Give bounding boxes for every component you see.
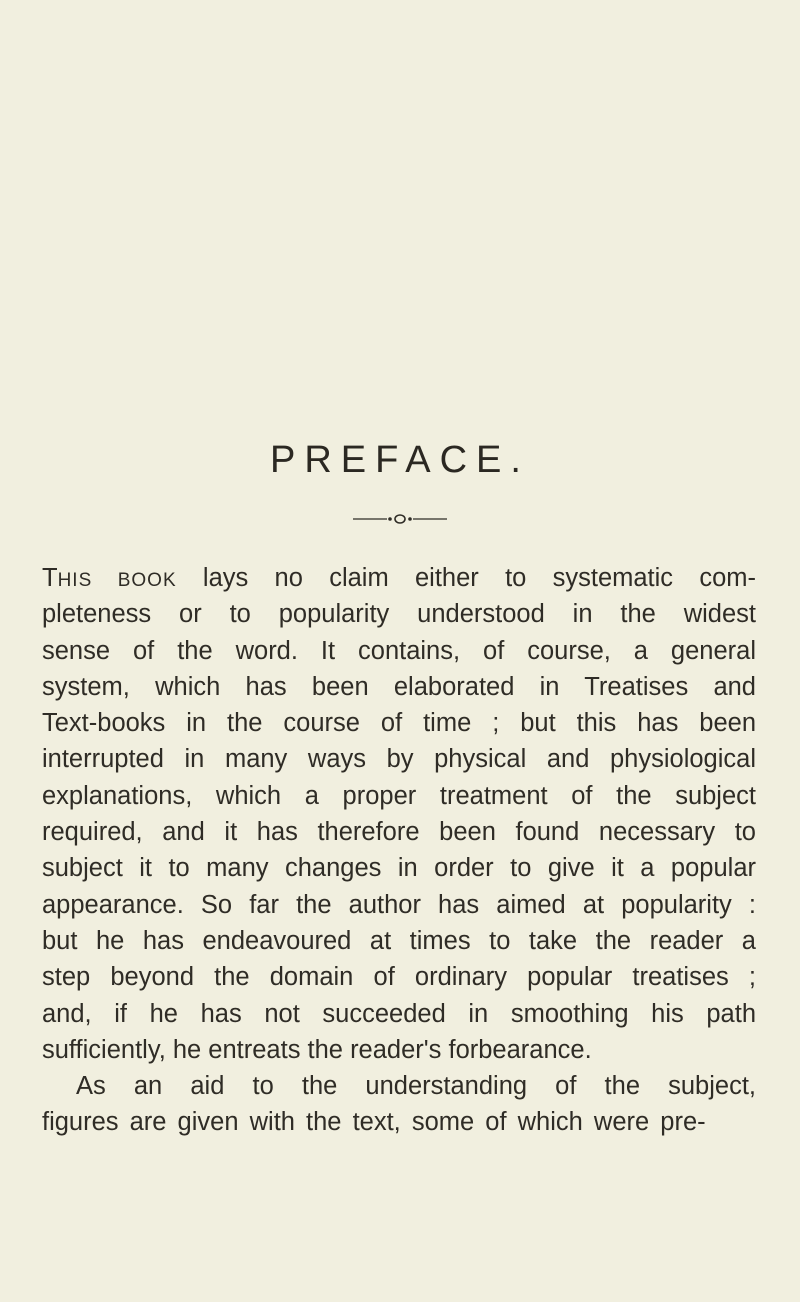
- divider-ornament-icon: [353, 511, 447, 527]
- text-line: Text-books in the course of time ; but this has been: [42, 709, 756, 738]
- preface-text: [42, 560, 756, 1141]
- text-line: appearance. So far the author has aimed at popularity :: [42, 890, 756, 919]
- text-line: sufficiently, he entreats the reader's forbearance.: [42, 1035, 592, 1064]
- text-line: figures are given with the text, some of which were pre-: [42, 1108, 706, 1137]
- text-line: step beyond the domain of ordinary popular treatises ;: [42, 963, 756, 992]
- text-line: required, and it has therefore been found necessary to: [42, 818, 756, 847]
- text-line: but he has endeavoured at times to take the reader a: [42, 926, 756, 955]
- opening-smallcaps: HIS BOOK: [57, 570, 177, 591]
- text-line: system, which has been elaborated in Treatises and: [42, 672, 756, 701]
- text-line: As an aid to the understanding of the subject,: [76, 1072, 756, 1101]
- text-line: subject it to many changes in order to give it a popular: [42, 854, 756, 883]
- page-title: PREFACE.: [270, 439, 530, 481]
- text-line: interrupted in many ways by physical and physiological: [42, 745, 756, 774]
- text-line: and, if he has not succeeded in smoothing his path: [42, 999, 756, 1028]
- text-line-1: [42, 560, 756, 596]
- text-line: sense of the word. It contains, of course, a general: [42, 636, 756, 665]
- text-line: pleteness or to popularity understood in the widest: [42, 600, 756, 629]
- text-line-1-rest: lays no claim either to systematic com-: [176, 564, 757, 592]
- opening-capital: T: [42, 564, 58, 592]
- text-line: explanations, which a proper treatment of the subject: [42, 781, 756, 810]
